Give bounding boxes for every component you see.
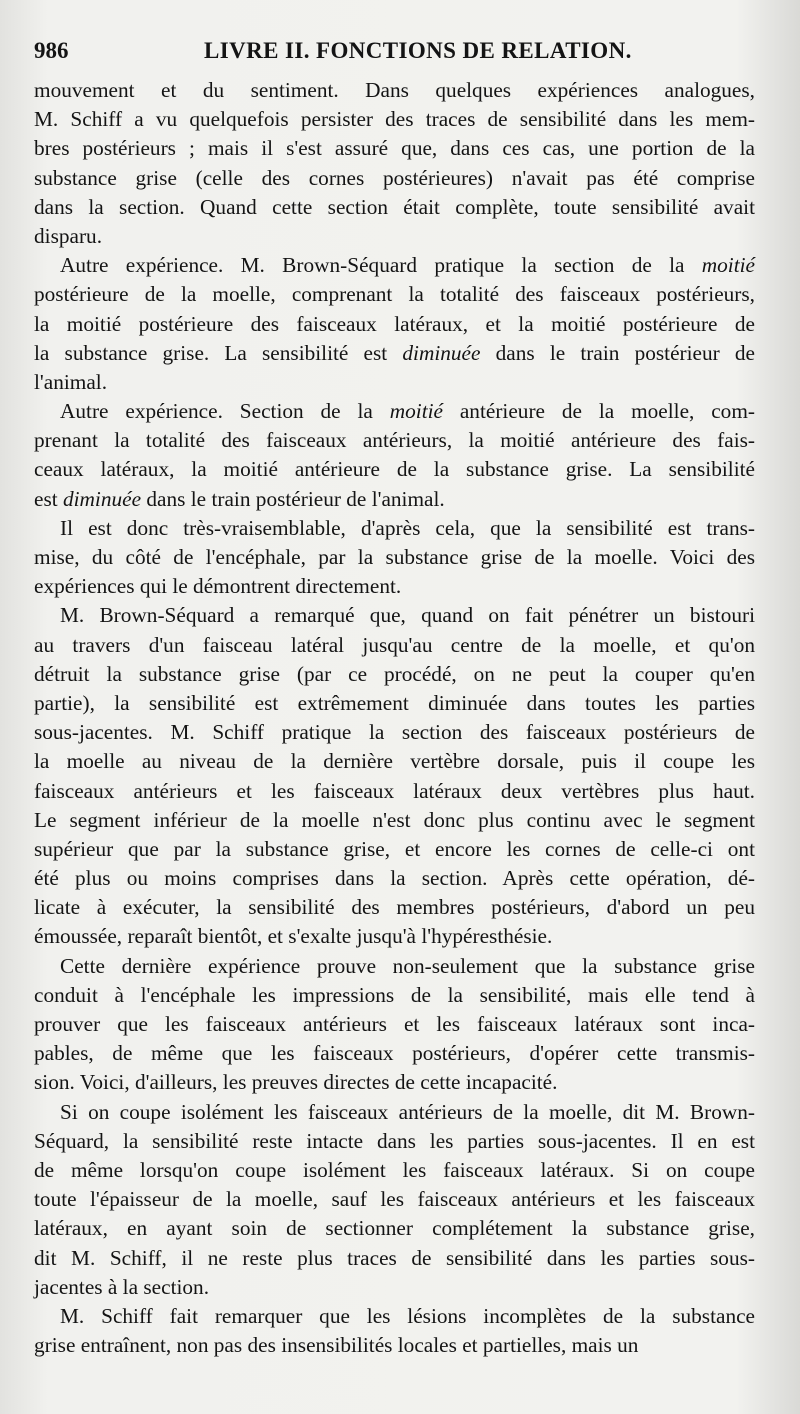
text-line: sion. Voici, d'ailleurs, les preuves directes de cette incapacité. <box>34 1070 558 1095</box>
paragraph <box>34 1098 755 1302</box>
text-line: est diminuée dans le train postérieur de l'animal. <box>34 486 445 511</box>
text-line: grise entraînent, non pas des insensibilités locales et partielles, mais un <box>34 1333 639 1358</box>
paragraph <box>34 514 755 602</box>
paragraph <box>34 251 755 397</box>
text-line: la moitié postérieure des faisceaux latéraux, et la moitié postérieure de <box>34 311 755 336</box>
text-line: Il est donc très-vraisemblable, d'après cela, que la sensibilité est trans- <box>60 515 755 540</box>
text-line: mise, du côté de l'encéphale, par la substance grise de la moelle. Voici des <box>34 545 755 569</box>
text-line: été plus ou moins comprises dans la section. Après cette opération, dé- <box>34 866 755 891</box>
text-line: la substance grise. La sensibilité est diminuée dans le train postérieur de <box>34 340 755 365</box>
paragraph <box>34 952 755 1098</box>
text-line: ceaux latéraux, la moitié antérieure de la substance grise. La sensibilité <box>34 457 755 482</box>
text-line: prouver que les faisceaux antérieurs et les faisceaux latéraux sont inca- <box>34 1012 755 1036</box>
text-line: dit M. Schiff, il ne reste plus traces de sensibilité dans les parties sous- <box>34 1245 755 1270</box>
text-line: émoussée, reparaît bientôt, et s'exalte jusqu'à l'hypéresthésie. <box>34 924 553 949</box>
text-line: sous-jacentes. M. Schiff pratique la section des faisceaux postérieurs de <box>34 720 755 745</box>
text-line: M. Schiff a vu quelquefois persister des traces de sensibilité dans les mem- <box>34 107 755 132</box>
text-line: détruit la substance grise (par ce procédé, on ne peut la couper qu'en <box>34 661 755 686</box>
text-line: substance grise (celle des cornes postérieures) n'avait pas été comprise <box>34 165 755 190</box>
running-head: LIVRE II. FONCTIONS DE RELATION. <box>204 38 632 63</box>
text-line: la moelle au niveau de la dernière vertèbre dorsale, puis il coupe les <box>34 749 755 774</box>
text-line: l'animal. <box>34 369 108 394</box>
body-text <box>34 76 755 1360</box>
text-line: jacentes à la section. <box>34 1274 210 1299</box>
paragraph <box>34 1302 755 1360</box>
text-line: supérieur que par la substance grise, et encore les cornes de celle-ci ont <box>34 836 755 861</box>
text-line: faisceaux antérieurs et les faisceaux latéraux deux vertèbres plus haut. <box>34 778 755 803</box>
text-line: latéraux, en ayant soin de sectionner complétement la substance grise, <box>34 1216 755 1241</box>
text-line: postérieure de la moelle, comprenant la totalité des faisceaux postérieurs, <box>34 282 755 307</box>
text-line: mouvement et du sentiment. Dans quelques expériences analogues, <box>34 78 755 102</box>
paragraph <box>34 397 755 514</box>
text-line: au travers d'un faisceau latéral jusqu'au centre de la moelle, et qu'on <box>34 632 755 657</box>
text-line: Séquard, la sensibilité reste intacte dans les parties sous-jacentes. Il en est <box>34 1128 755 1153</box>
paragraph <box>34 76 755 251</box>
text-line: Le segment inférieur de la moelle n'est donc plus continu avec le segment <box>34 807 755 832</box>
text-line: M. Schiff fait remarquer que les lésions incomplètes de la substance <box>60 1303 755 1328</box>
text-line: Cette dernière expérience prouve non-seulement que la substance grise <box>60 953 755 978</box>
text-line: prenant la totalité des faisceaux antérieurs, la moitié antérieure des fais- <box>34 428 755 453</box>
text-line: licate à exécuter, la sensibilité des membres postérieurs, d'abord un peu <box>34 895 755 920</box>
page-number: 986 <box>34 38 69 63</box>
text-line: pables, de même que les faisceaux postérieurs, d'opérer cette transmis- <box>34 1041 755 1066</box>
text-line: expériences qui le démontrent directement. <box>34 574 402 599</box>
text-line: Si on coupe isolément les faisceaux antérieurs de la moelle, dit M. Brown- <box>60 1099 755 1124</box>
page-header <box>34 38 779 72</box>
text-line: disparu. <box>34 223 103 248</box>
text-line: de même lorsqu'on coupe isolément les faisceaux latéraux. Si on coupe <box>34 1157 755 1182</box>
text-line: M. Brown-Séquard a remarqué que, quand on fait pénétrer un bistouri <box>60 603 755 628</box>
text-line: Autre expérience. Section de la moitié antérieure de la moelle, com- <box>60 399 755 424</box>
text-line: toute l'épaisseur de la moelle, sauf les faisceaux antérieurs et les faisceaux <box>34 1187 755 1212</box>
text-line: Autre expérience. M. Brown-Séquard pratique la section de la moitié <box>60 253 755 278</box>
paragraph <box>34 601 755 951</box>
text-line: bres postérieurs ; mais il s'est assuré que, dans ces cas, une portion de la <box>34 136 755 161</box>
text-line: partie), la sensibilité est extrêmement diminuée dans toutes les parties <box>34 690 755 715</box>
text-line: conduit à l'encéphale les impressions de la sensibilité, mais elle tend à <box>34 982 755 1007</box>
text-line: dans la section. Quand cette section était complète, toute sensibilité avait <box>34 194 755 219</box>
